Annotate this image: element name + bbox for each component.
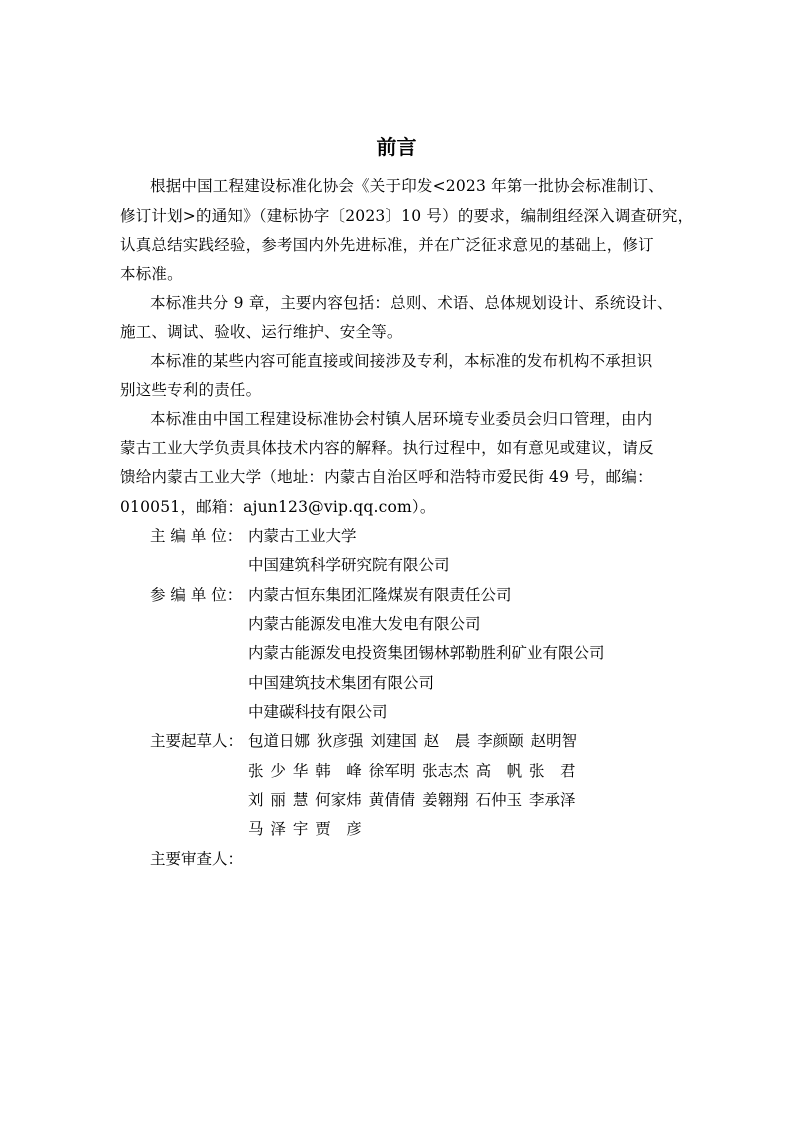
participating-unit-4: 中国建筑技术集团有限公司 xyxy=(248,674,435,692)
paragraph-1-line-1: 根据中国工程建设标准化协会《关于印发<2023 年第一批协会标准制订、 xyxy=(150,177,664,195)
paragraph-1-line-3: 认真总结实践经验，参考国内外先进标准，并在广泛征求意见的基础上，修订 xyxy=(120,236,654,254)
chief-editor-unit-2: 中国建筑科学研究院有限公司 xyxy=(248,556,450,574)
paragraph-2-line-1: 本标准共分 9 章，主要内容包括：总则、术语、总体规划设计、系统设计、 xyxy=(150,294,673,312)
paragraph-1-line-2: 修订计划>的通知》（建标协字〔2023〕10 号）的要求，编制组经深入调查研究， xyxy=(120,207,694,225)
paragraph-4-line-2: 蒙古工业大学负责具体技术内容的解释。执行过程中，如有意见或建议，请反 xyxy=(120,439,654,457)
paragraph-1-line-4: 本标准。 xyxy=(120,265,183,283)
paragraph-4-line-1: 本标准由中国工程建设标准协会村镇人居环境专业委员会归口管理，由内 xyxy=(150,410,653,428)
participating-unit-3: 内蒙古能源发电投资集团锡林郭勒胜利矿业有限公司 xyxy=(248,644,605,662)
participating-unit-label: 参 编 单 位： xyxy=(150,586,243,604)
main-drafters-row-1: 包道日娜 狄彦强 刘建国 赵 晨 李颜颐 赵明智 xyxy=(248,732,578,750)
chief-editor-label: 主 编 单 位： xyxy=(150,527,243,545)
participating-unit-1: 内蒙古恒东集团汇隆煤炭有限责任公司 xyxy=(248,586,512,604)
main-drafters-row-2: 张 少 华 韩 峰 徐军明 张志杰 高 帆 张 君 xyxy=(248,762,576,780)
paragraph-2-line-2: 施工、调试、验收、运行维护、安全等。 xyxy=(120,323,403,341)
main-drafters-row-3: 刘 丽 慧 何家炜 黄倩倩 姜翱翔 石仲玉 李承泽 xyxy=(248,791,576,809)
participating-unit-5: 中建碳科技有限公司 xyxy=(248,703,388,721)
chief-editor-unit-1: 内蒙古工业大学 xyxy=(248,527,357,545)
main-drafters-row-4: 马 泽 宇 贾 彦 xyxy=(248,820,362,838)
main-drafters-label: 主要起草人： xyxy=(150,732,244,750)
paragraph-3-line-2: 别这些专利的责任。 xyxy=(120,381,262,399)
page-title: 前言 xyxy=(376,135,417,159)
participating-unit-2: 内蒙古能源发电准大发电有限公司 xyxy=(248,615,481,633)
main-reviewers-label: 主要审查人： xyxy=(150,850,244,868)
paragraph-3-line-1: 本标准的某些内容可能直接或间接涉及专利，本标准的发布机构不承担识 xyxy=(150,352,653,370)
paragraph-4-line-3: 馈给内蒙古工业大学（地址：内蒙古自治区呼和浩特市爱民街 49 号，邮编： xyxy=(120,468,653,486)
paragraph-4-line-4: 010051，邮箱：ajun123@vip.qq.com）。 xyxy=(120,498,436,516)
